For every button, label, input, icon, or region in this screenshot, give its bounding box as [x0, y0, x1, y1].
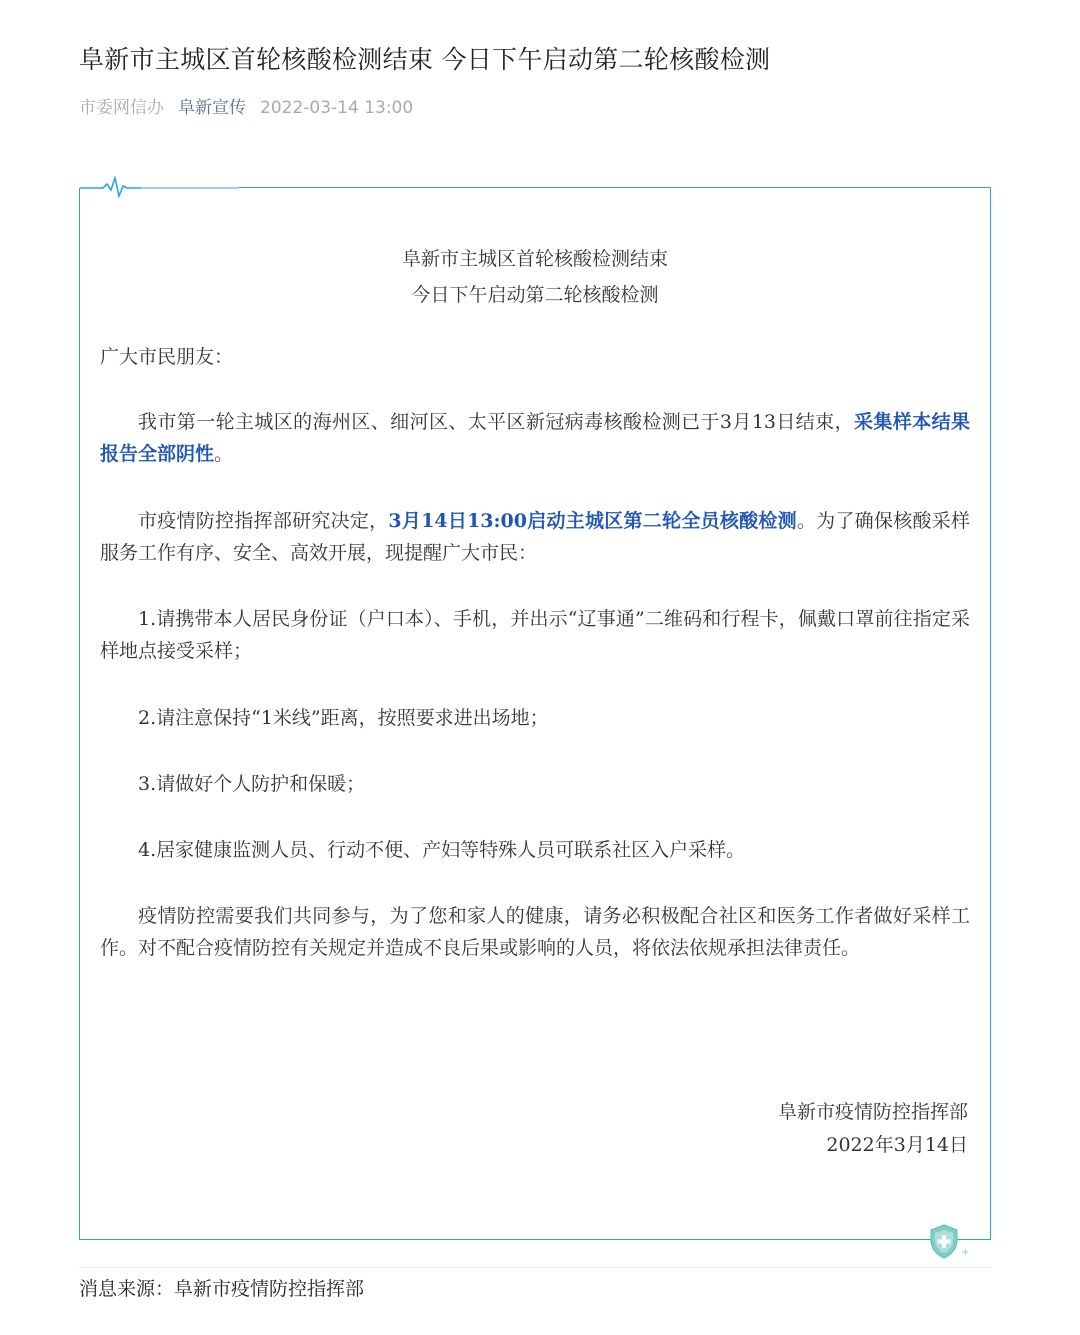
account-link[interactable]: 阜新宣传	[178, 98, 246, 118]
para2-end: 。为了确保核酸采样服务工作有序、安全、高效开展，现提醒广大市民：	[100, 510, 970, 564]
notice-heading-line1: 阜新市主城区首轮核酸检测结束	[401, 248, 668, 270]
notice-heading-line2: 今日下午启动第二轮核酸检测	[411, 284, 659, 306]
heartbeat-icon	[79, 176, 239, 200]
notice-date: 2022年3月14日	[826, 1134, 968, 1156]
notice-paragraph-3: 疫情防控需要我们共同参与，为了您和家人的健康，请务必积极配合社区和医务工作者做好采样工作。对不配合疫情防控有关规定并造成不良后果或影响的人员，将依法依规承担法律责任。	[100, 905, 970, 959]
para1-highlight: 采集样本结果报告全部阴性	[100, 411, 970, 465]
notice-item-1: 1.请携带本人居民身份证（户口本）、手机，并出示“辽事通”二维码和行程卡，佩戴口罩前往指定采样地点接受采样；	[100, 608, 970, 662]
notice-item-3: 3.请做好个人防护和保暖；	[138, 773, 366, 795]
meta-source: 市委网信办	[79, 98, 164, 118]
source-footer	[79, 1275, 364, 1303]
notice-paragraph-2	[100, 505, 970, 569]
notice-signer: 阜新市疫情防控指挥部	[777, 1101, 968, 1123]
medical-shield-icon	[926, 1222, 970, 1262]
footer-divider	[79, 1267, 991, 1268]
footer-label: 消息来源：	[79, 1278, 175, 1300]
notice-item-4: 4.居家健康监测人员、行动不便、产妇等特殊人员可联系社区入户采样。	[138, 839, 746, 861]
para1-end: 。	[214, 443, 234, 465]
para2-text: 市疫情防控指挥部研究决定，	[138, 510, 389, 532]
footer-source: 阜新市疫情防控指挥部	[174, 1278, 365, 1300]
svg-text:+: +	[961, 1247, 970, 1258]
publish-time: 2022-03-14 13:00	[260, 98, 414, 118]
notice-greeting: 广大市民朋友：	[100, 346, 234, 368]
para2-highlight: 3月14日13:00启动主城区第二轮全员核酸检测	[388, 510, 797, 532]
article-meta	[79, 96, 413, 120]
para1-text: 我市第一轮主城区的海州区、细河区、太平区新冠病毒核酸检测已于3月13日结束，	[138, 411, 854, 433]
article-title: 阜新市主城区首轮核酸检测结束 今日下午启动第二轮核酸检测	[79, 45, 771, 74]
notice-paragraph-1	[100, 406, 970, 470]
notice-item-2: 2.请注意保持“1米线”距离，按照要求进出场地；	[138, 707, 549, 729]
